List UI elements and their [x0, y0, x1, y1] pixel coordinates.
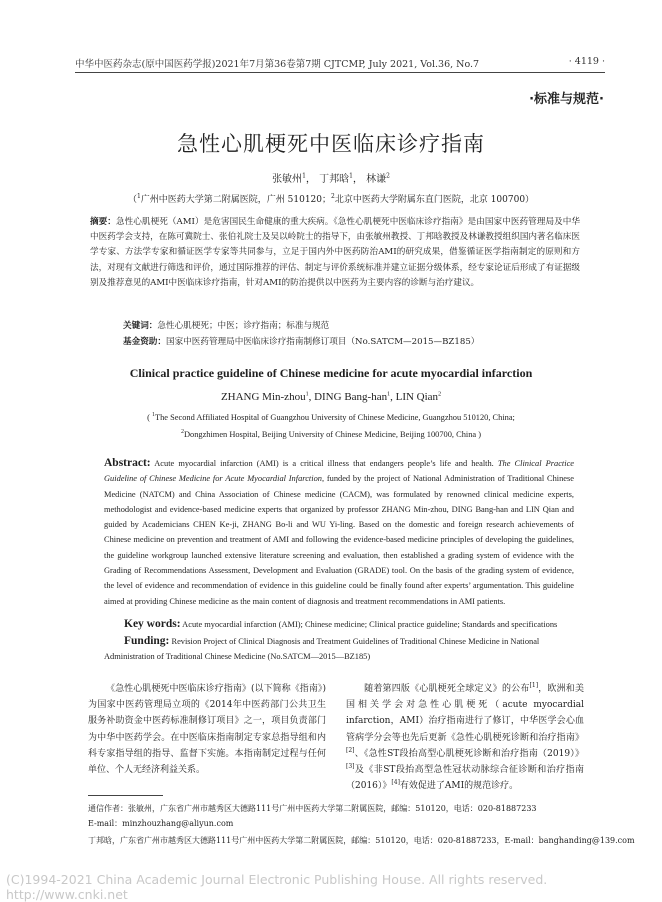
- abstract-en: [104, 456, 574, 609]
- aff-en-1-sup: 1: [151, 412, 155, 419]
- author-en-1: ZHANG Min-zhou: [220, 391, 306, 403]
- body-column-right: [346, 681, 584, 794]
- keywords-en: [124, 618, 557, 630]
- title-en: Clinical practice guideline of Chinese medicine for acute myocardial infarction: [129, 366, 533, 380]
- abstract-en-t3: , funded by the project of National Administration of Traditional Chinese Medicine (NATCM) and China Association of Chinese medicine (CACM), was formulated by renowned clinical medicine experts, methodologist and evidence-based medicine experts that organized by professor ZHANG Min-zhou, DING Bang-han and LIN Qian and guided by Academicians CHEN Ke-ji, ZHANG Bo-li and WU Yi-ling. Based on the domestic and foreign research achievements of Chinese medicine on prevention and treatment of AMI and following the evidence-based medicine principles of developing the guidelines, the guideline workgroup launched extensive literature screening and evaluation, then established a grading system of evidence with the Grading of Recommendations Assessment, Development and Evaluation (GRADE) tool. On the basis of the grading system of evidence, the level of evidence and recommendation of evidence in this guideline could be finally found after experts’ argumentation. This guideline aimed at providing Chinese medicine as the main content of diagnosis and treatment recommendations in AMI patients.: [104, 474, 574, 606]
- footnote-second-author: 丁邦晗，广东省广州市越秀区大德路111号广州中医药大学第二附属医院，邮编：510120，电话：020-81887233，E-mail：banghanding@139.com: [88, 836, 635, 845]
- authors-en: [0, 391, 662, 403]
- footnote-corresponding: 通信作者：张敏州，广东省广州市越秀区大德路111号广州中医药大学第二附属医院，邮编：510120，电话：020-81887233: [88, 804, 537, 813]
- section-label: ·标准与规范·: [529, 92, 604, 107]
- aff-en-2-text: Dongzhimen Hospital, Beijing University of Chinese Medicine, Beijing 100700, China ): [183, 430, 482, 439]
- aff-en-1-text: The Second Affiliated Hospital of Guangzhou University of Chinese Medicine, Guangzhou 510120, China;: [154, 413, 515, 422]
- keywords-zh: [123, 319, 329, 331]
- author-en-2-sup: 1: [387, 391, 391, 398]
- author-3: 林谦: [366, 174, 387, 185]
- body-right-t1: 随着第四版《心肌梗死全球定义》的公布: [364, 684, 530, 694]
- keywords-en-text: Acute myocardial infarction (AMI); Chinese medicine; Clinical practice guideline; Standards and specifications: [180, 620, 558, 629]
- funding-en-text: Revision Project of Clinical Diagnosis and Treatment Guidelines of Traditional Chinese Medicine in National Administration of Traditional Chinese Medicine (No.SATCM—2015—BZ185): [104, 637, 540, 662]
- title-zh: 急性心肌梗死中医临床诊疗指南: [177, 132, 485, 156]
- affiliation-zh: [0, 192, 662, 205]
- author-en-2: , DING Bang-han: [308, 391, 388, 403]
- aff-1: 广州中医药大学第二附属医院，广州 510120；: [140, 195, 331, 205]
- body-column-left: [88, 681, 326, 778]
- author-en-3: , LIN Qian: [390, 391, 439, 403]
- ref-4: [4]: [391, 779, 400, 787]
- body-right-t4: 及《非ST段抬高型急性冠状动脉综合征诊断和治疗指南（2016）》: [346, 765, 584, 792]
- aff-2-sup: 2: [331, 193, 335, 200]
- abstract-en-label: Abstract:: [104, 457, 151, 469]
- abstract-zh: [90, 215, 580, 291]
- aff-open: （: [127, 195, 137, 205]
- running-header: [75, 56, 605, 70]
- aff-2: 北京中医药大学附属东直门医院，北京 100700）: [334, 195, 535, 205]
- ref-3: [3]: [346, 763, 355, 771]
- keywords-en-label: Key words:: [124, 618, 181, 630]
- abstract-en-guideline-title: The Clinical Practice Guideline of Chinese Medicine for Acute Myocardial Infarction: [104, 459, 574, 484]
- keywords-zh-label: 关键词：: [123, 321, 158, 331]
- aff-1-sup: 1: [136, 193, 141, 200]
- page-number: · 4119 ·: [568, 56, 605, 67]
- abstract-en-t1: Acute myocardial infarction (AMI) is a critical illness that endangers people’s life and health.: [150, 459, 498, 468]
- author-3-sup: 2: [386, 172, 390, 180]
- keywords-zh-text: 急性心肌梗死；中医；诊疗指南；标准与规范: [157, 321, 330, 331]
- funding-en: [104, 634, 574, 665]
- cnki-watermark: (C)1994-2021 China Academic Journal Electronic Publishing House. All rights reserved. http://www.cnki.net: [6, 872, 548, 902]
- ref-1: [1]: [529, 682, 539, 689]
- affiliation-en-2: [0, 430, 662, 439]
- author-en-3-sup: 2: [438, 391, 442, 398]
- authors-zh: 张敏州$^1$， 丁邦晗$^1$， 林谦$^2$: [272, 172, 390, 185]
- journal-info: 中华中医药杂志(原中国医药学报)2021年7月第36卷第7期 CJTCMP, July 2021, Vol.36, No.7: [75, 59, 480, 70]
- funding-zh-text: 国家中医药管理局中医临床诊疗指南制修订项目（No.SATCM—2015—BZ185）: [165, 337, 480, 347]
- author-1: 张敏州: [272, 174, 303, 185]
- body-right-t5: 有效促进了AMI的规范诊疗。: [399, 781, 519, 792]
- body-left-text: 《急性心肌梗死中医临床诊疗指南》(以下简称《指南》)为国家中医药管理局立项的《2014年中医药部门公共卫生服务补助资金中医药标准制修订项目》之一，项目负责部门为中华中医药学会。在中医临床指南制定专家总指导组和内科专家指导组的指导、监督下实施。本指南制定过程与任何单位、个人无经济利益关系。: [88, 684, 326, 776]
- funding-zh: [123, 335, 479, 347]
- author-1-sup: 1: [302, 172, 306, 180]
- body-right-t2: ，欧洲和美国相关学会对急性心肌梗死（acute myocardial infarction，AMI）治疗指南进行了修订，中华医学会心血管病学分会等也先后更新《急性心肌梗死诊断和治疗指南》: [346, 684, 584, 743]
- header-rule: [75, 72, 605, 73]
- aff-en-open: (: [147, 413, 152, 422]
- abstract-zh-text: 急性心肌梗死（AMI）是危害国民生命健康的重大疾病。《急性心肌梗死中医临床诊疗指南》是由国家中医药管理局及中华中医药学会支持，在陈可冀院士、张伯礼院士及吴以岭院士的指导下，由张敏州教授、丁邦晗教授及林谦教授组织国内著名临床医学专家、方法学专家和循证医学专家等共同参与，立足于国内外中医药防治AMI的研究成果，借鉴循证医学指南制定的原则和方法，对现有文献进行筛选和评价，通过国际推荐的评估、制定与评价系统标准并建立证据分级体系，经专家论证后形成了有证据级别及推荐意见的AMI中医临床诊疗指南，针对AMI的防治提供以中医药为主要内容的诊断与治疗建议。: [90, 217, 580, 288]
- footnote-email: E-mail：minzhouzhang@aliyun.com: [88, 819, 234, 828]
- funding-en-label: Funding:: [124, 635, 170, 647]
- body-right-t3: 、《急性ST段抬高型心肌梗死诊断和治疗指南（2019）》: [354, 748, 584, 759]
- author-2-sup: 1: [349, 172, 353, 180]
- footnote-rule: [88, 795, 163, 796]
- abstract-zh-label: 摘要：: [90, 217, 116, 227]
- author-en-1-sup: 1: [305, 391, 309, 398]
- aff-en-2-sup: 2: [180, 429, 184, 436]
- affiliation-en-1: [0, 413, 662, 422]
- author-2: 丁邦晗: [319, 174, 350, 185]
- ref-2: [2]: [346, 746, 355, 754]
- funding-zh-label: 基金资助：: [123, 337, 166, 347]
